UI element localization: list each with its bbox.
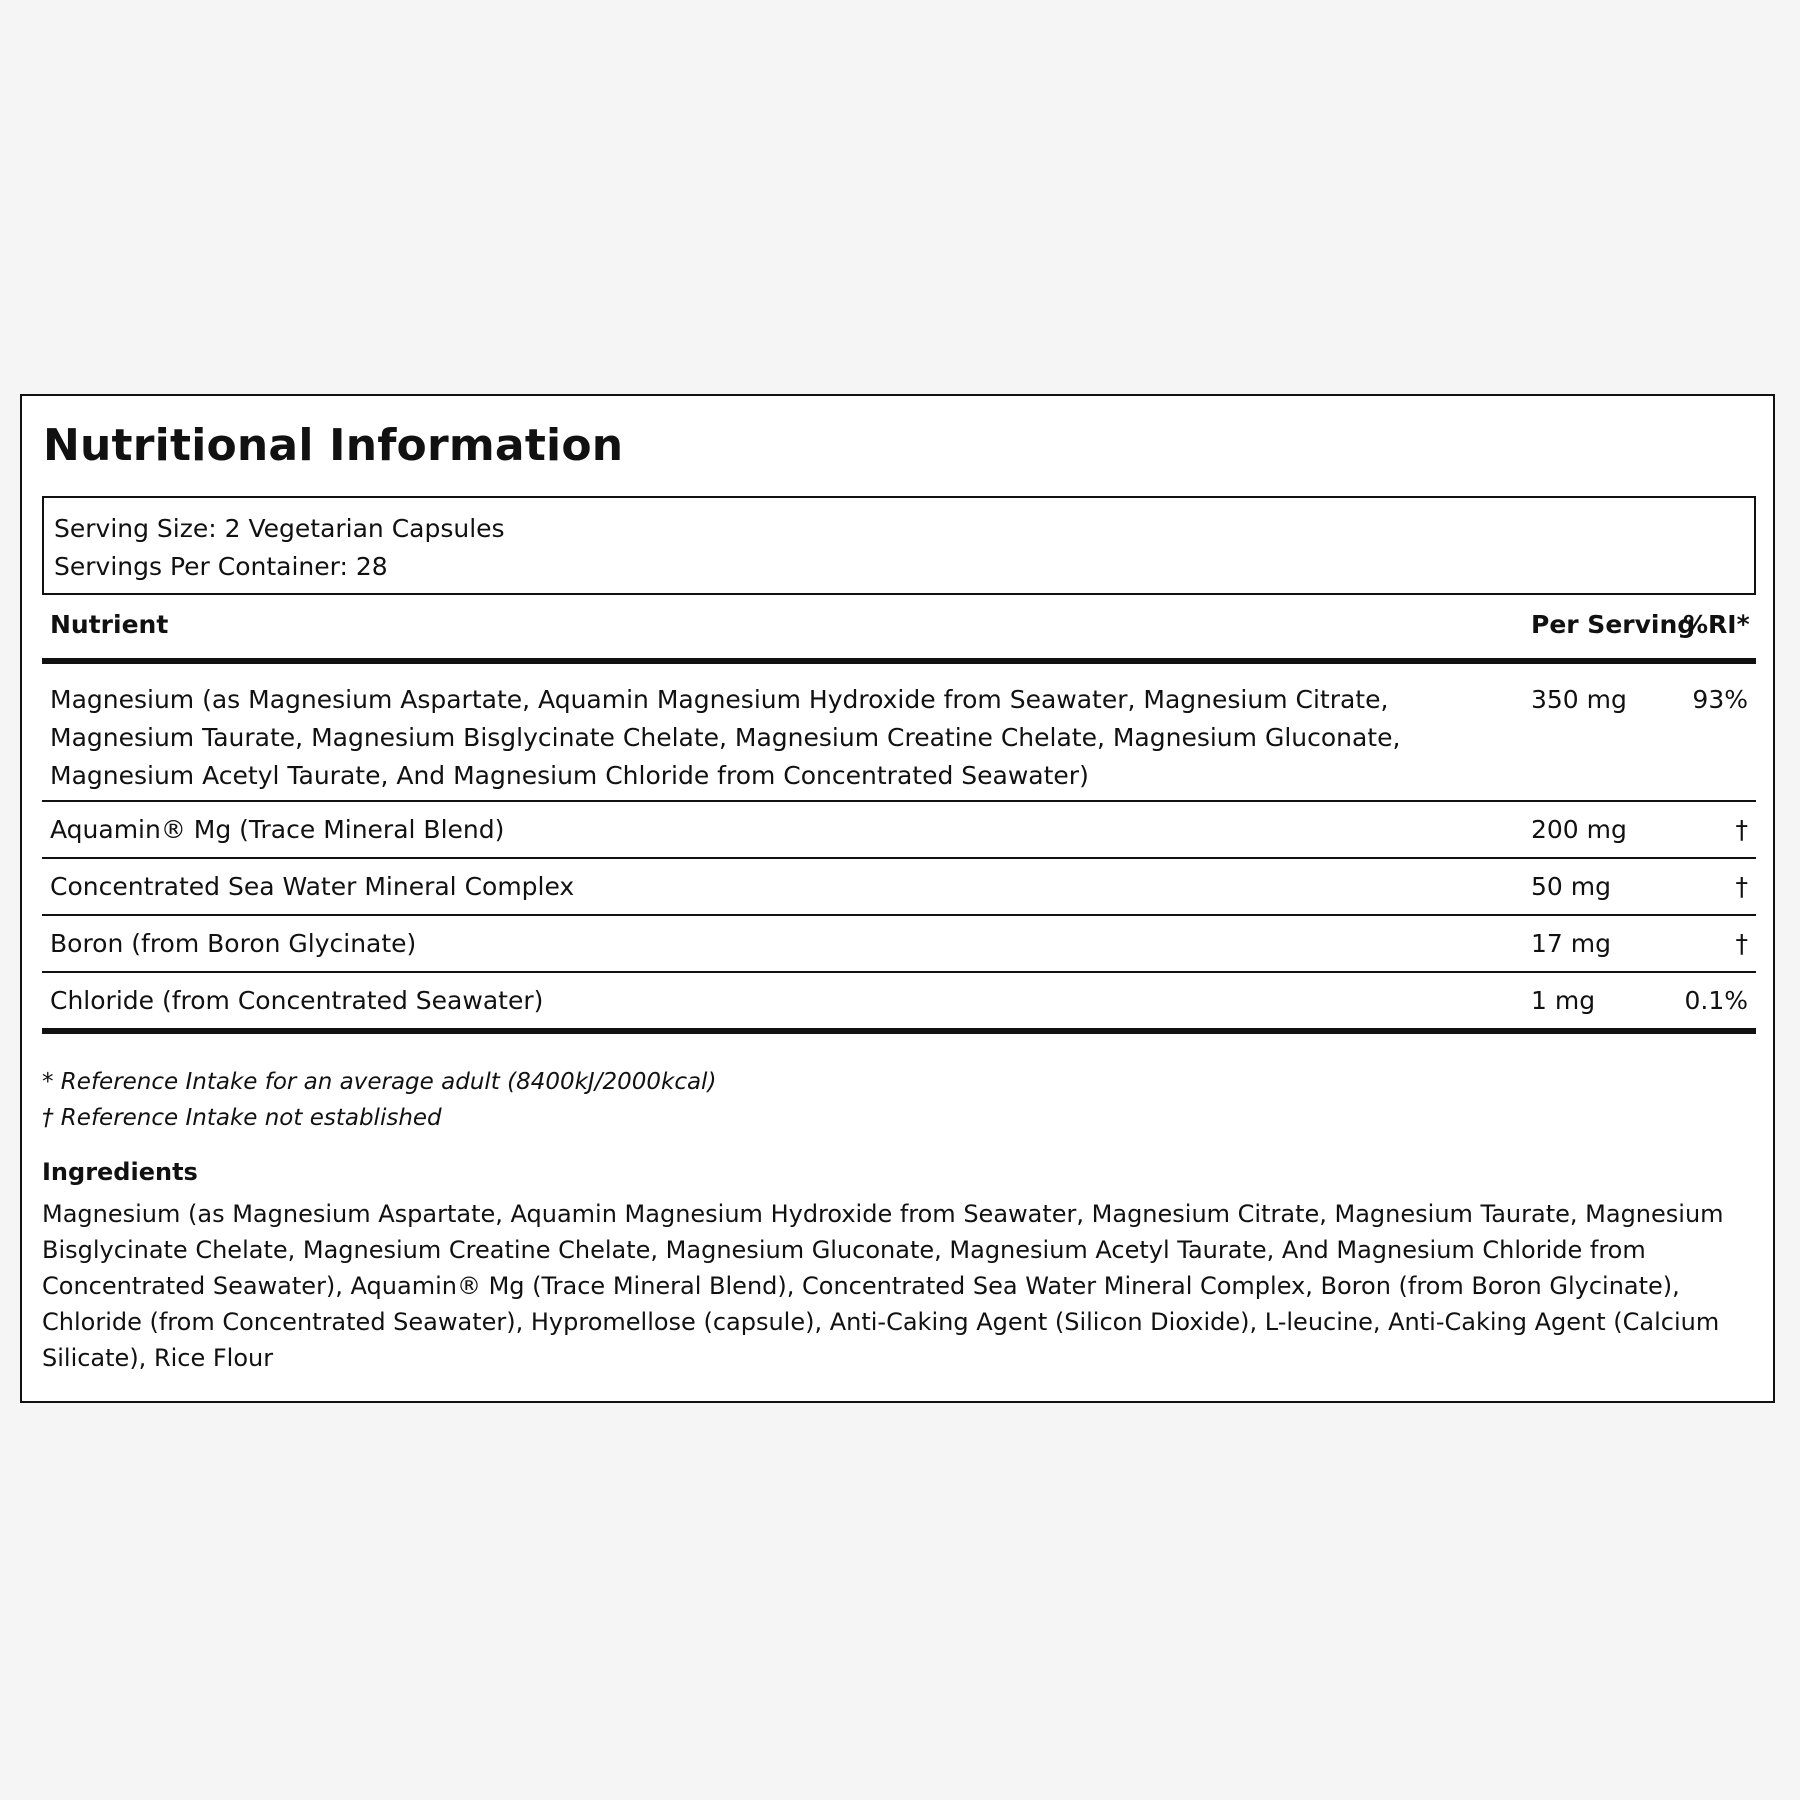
nutrient-amount: 200 mg (1523, 801, 1683, 858)
panel-title: Nutritional Information (43, 420, 624, 471)
header-nutrient: Nutrient (42, 610, 1523, 661)
ingredients-text: Magnesium (as Magnesium Aspartate, Aquamin Magnesium Hydroxide from Seawater, Magnesium Citrate, Magnesium Taurate, Magnesium Bisglycinate Chelate, Magnesium Creatine Chelate, Magnesium Gluconate, Magnesium Acetyl Taurate, And Magnesium Chloride from Concentrated Seawater), Aquamin® Mg (Trace Mineral Blend), Concentrated Sea Water Mineral Complex, Boron (from Boron Glycinate), Chloride (from Concentrated Seawater), Hypromellose (capsule), Anti-Caking Agent (Silicon Dioxide), L-leucine, Anti-Caking Agent (Calcium Silicate), Rice Flour (42, 1200, 1724, 1372)
nutrient-table (42, 610, 1756, 1034)
table-row (42, 801, 1756, 858)
header-ri: %RI* (1683, 610, 1756, 661)
nutrient-ri: † (1683, 801, 1756, 858)
nutrient-name: Aquamin® Mg (Trace Mineral Blend) (42, 801, 1523, 858)
nutrient-name: Chloride (from Concentrated Seawater) (42, 972, 1523, 1031)
header-per-serving: Per Serving (1523, 610, 1683, 661)
nutrient-ri: † (1683, 915, 1756, 972)
dagger-footnote: † Reference Intake not established (42, 1105, 442, 1131)
table-row (42, 858, 1756, 915)
ri-footnote: * Reference Intake for an average adult (8400kJ/2000kcal) (42, 1069, 717, 1095)
table-header-row (42, 610, 1756, 661)
nutrient-ri: † (1683, 858, 1756, 915)
nutrient-name: Magnesium (as Magnesium Aspartate, Aquamin Magnesium Hydroxide from Seawater, Magnesium Citrate, Magnesium Taurate, Magnesium Bisglycinate Chelate, Magnesium Creatine Chelate, Magnesium Gluconate, Magnesium Acetyl Taurate, And Magnesium Chloride from Concentrated Seawater) (42, 661, 1523, 801)
nutrient-amount: 1 mg (1523, 972, 1683, 1031)
table-row (42, 915, 1756, 972)
footnotes (42, 1064, 716, 1136)
table-row (42, 661, 1756, 801)
nutrient-amount: 50 mg (1523, 858, 1683, 915)
nutrition-panel (20, 394, 1775, 1403)
serving-info-box (42, 496, 1756, 595)
table-row (42, 972, 1756, 1031)
nutrient-name: Boron (from Boron Glycinate) (42, 915, 1523, 972)
nutrient-ri: 93% (1683, 661, 1756, 801)
serving-size: Serving Size: 2 Vegetarian Capsules (54, 514, 505, 543)
nutrient-ri: 0.1% (1683, 972, 1756, 1031)
servings-per-container: Servings Per Container: 28 (54, 552, 388, 581)
ingredients-title: Ingredients (42, 1158, 198, 1186)
nutrient-amount: 17 mg (1523, 915, 1683, 972)
nutrient-amount: 350 mg (1523, 661, 1683, 801)
nutrient-name: Concentrated Sea Water Mineral Complex (42, 858, 1523, 915)
